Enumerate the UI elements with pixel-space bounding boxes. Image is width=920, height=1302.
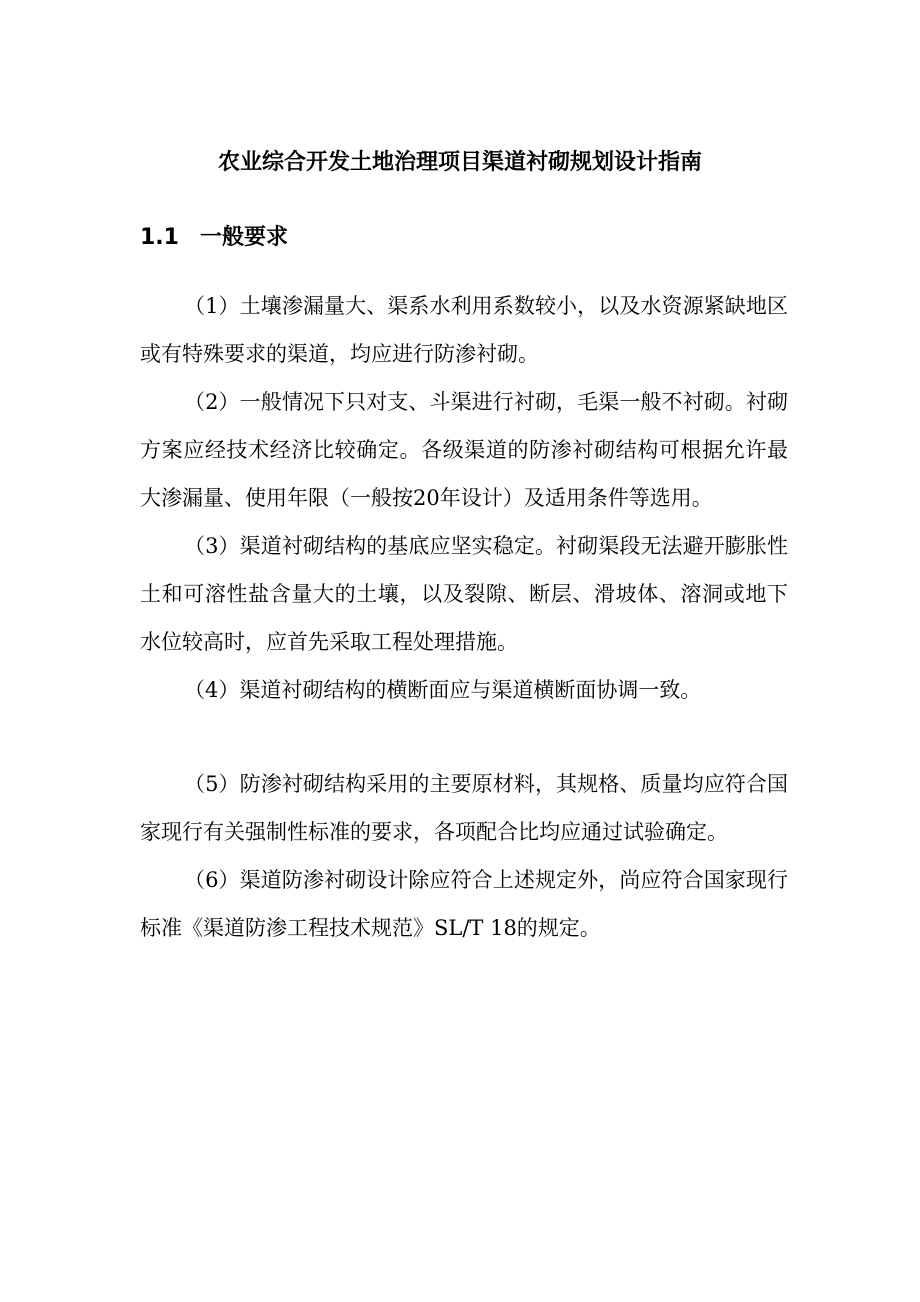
paragraph-6: （6）渠道防渗衬砌设计除应符合上述规定外，尚应符合国家现行标准《渠道防渗工程技术规范》SL/T 18的规定。 [140,868,788,940]
section-title: 一般要求 [200,225,289,250]
paragraph-1: （1）土壤渗漏量大、渠系水利用系数较小，以及水资源紧缺地区或有特殊要求的渠道，均应进行防渗衬砌。 [140,294,788,366]
body-text-block [140,282,788,952]
section-heading [140,221,288,255]
paragraph-5: （5）防渗衬砌结构采用的主要原材料，其规格、质量均应符合国家现行有关强制性标准的要求，各项配合比均应通过试验确定。 [140,772,788,844]
paragraph-3: （3）渠道衬砌结构的基底应坚实稳定。衬砌渠段无法避开膨胀性土和可溶性盐含量大的土壤，以及裂隙、断层、滑坡体、溶洞或地下水位较高时，应首先采取工程处理措施。 [140,534,788,654]
paragraph-4: （4）渠道衬砌结构的横断面应与渠道横断面协调一致。 [184,678,702,702]
paragraph-2: （2）一般情况下只对支、斗渠进行衬砌，毛渠一般不衬砌。衬砌方案应经技术经济比较确定。各级渠道的防渗衬砌结构可根据允许最大渗漏量、使用年限（一般按20年设计）及适用条件等选用。 [140,390,788,510]
document-title: 农业综合开发土地治理项目渠道衬砌规划设计指南 [217,150,702,175]
section-number: 1.1 [140,225,179,250]
